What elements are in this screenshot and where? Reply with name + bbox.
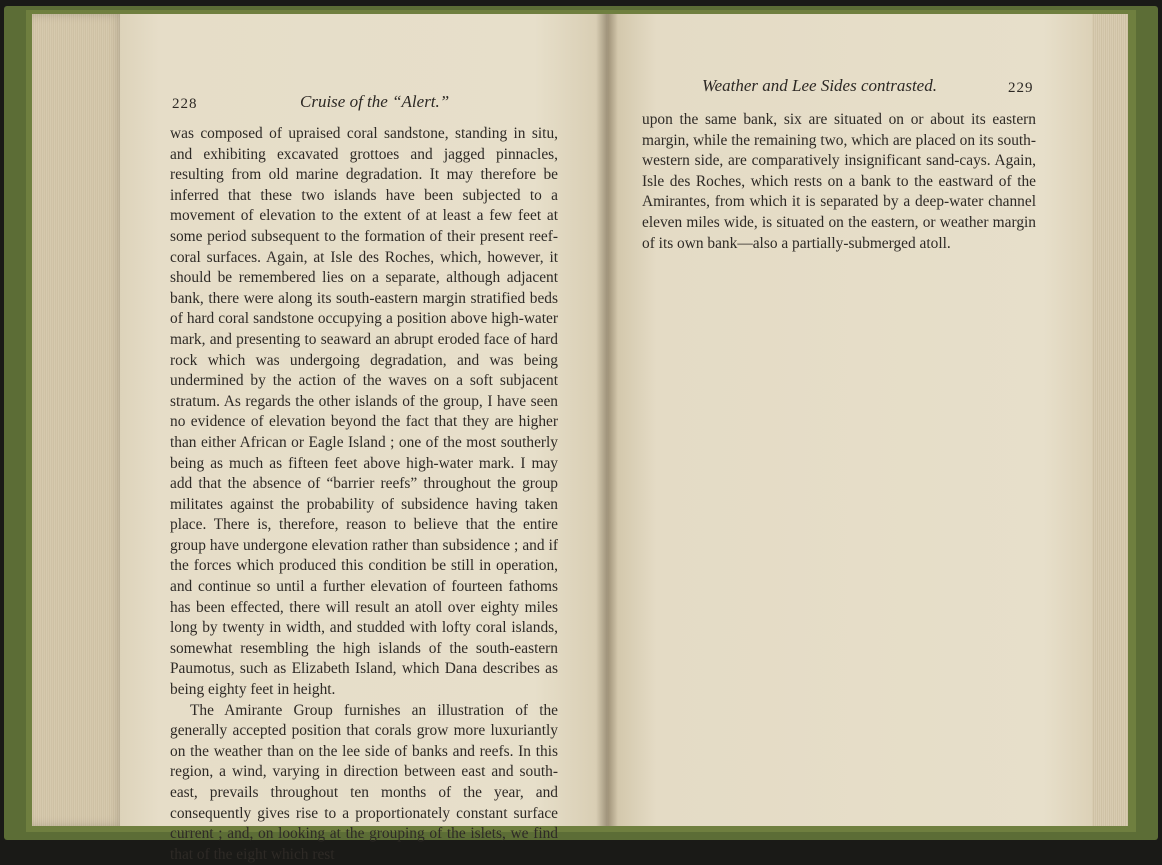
- left-page-edges: [32, 14, 124, 826]
- right-running-head: Weather and Lee Sides contrasted.: [702, 76, 937, 95]
- right-page-number: 229: [1008, 80, 1034, 96]
- book-gutter: [596, 14, 618, 826]
- right-page-edges: [1088, 14, 1128, 826]
- left-page-number: 228: [172, 96, 198, 112]
- left-page-body: [170, 124, 558, 865]
- left-paragraph-1: was composed of upraised coral sandstone, standing in situ, and exhibiting excavated grottoes and jagged pinnacles, resulting from old marine degradation. It may therefore be inferred that these two islands have been subjected to a movement of elevation to the extent of at least a few feet at some period subsequent to the formation of their present reef-coral surfaces. Again, at Isle des Roches, which, however, it should be remembered lies on a separate, although adjacent bank, there were along its south-eastern margin stratified beds of hard coral sandstone occupying a position above high-water mark, and presenting to seaward an abrupt eroded face of hard rock which was undergoing degradation, and was being undermined by the action of the waves on a soft subjacent stratum. As regards the other islands of the group, I have seen no evidence of elevation beyond the fact that they are higher than either African or Eagle Island ; one of the most southerly being as much as fifteen feet above high-water mark. I may add that the absence of “barrier reefs” throughout the group militates against the probability of subsidence having taken place. There is, therefore, reason to believe that the entire group have undergone elevation rather than subsidence ; and if the forces which produced this condition be still in operation, and continue so until a further elevation of fourteen fathoms has been effected, there will result an atoll over eighty miles long by twenty in width, and studded with lofty coral islands, somewhat resembling the high islands of the south-eastern Paumotus, such as Elizabeth Island, which Dana describes as being eighty feet in height.: [170, 125, 558, 699]
- left-paragraph-2: The Amirante Group furnishes an illustration of the generally accepted position that corals grow more luxuriantly on the weather than on the lee side of banks and reefs. In this region, a wind, varying in direction between east and south-east, prevails throughout ten months of the year, and consequently gives rise to a proportionately constant surface current ; and, on looking at the grouping of the islets, we find that of the eight which rest: [170, 701, 558, 863]
- right-paragraph-1: upon the same bank, six are situated on or about its eastern margin, while the remaining two, which are placed on its south-western side, are comparatively insignificant sand-cays. Again, Isle des Roches, which rests on a bank to the eastward of the Amirantes, from which it is separated by a deep-water channel eleven miles wide, is situated on the eastern, or weather margin of its own bank—also a partially-submerged atoll.: [642, 111, 1036, 252]
- right-page-body: [642, 110, 1036, 254]
- left-running-head: Cruise of the “Alert.”: [300, 92, 450, 111]
